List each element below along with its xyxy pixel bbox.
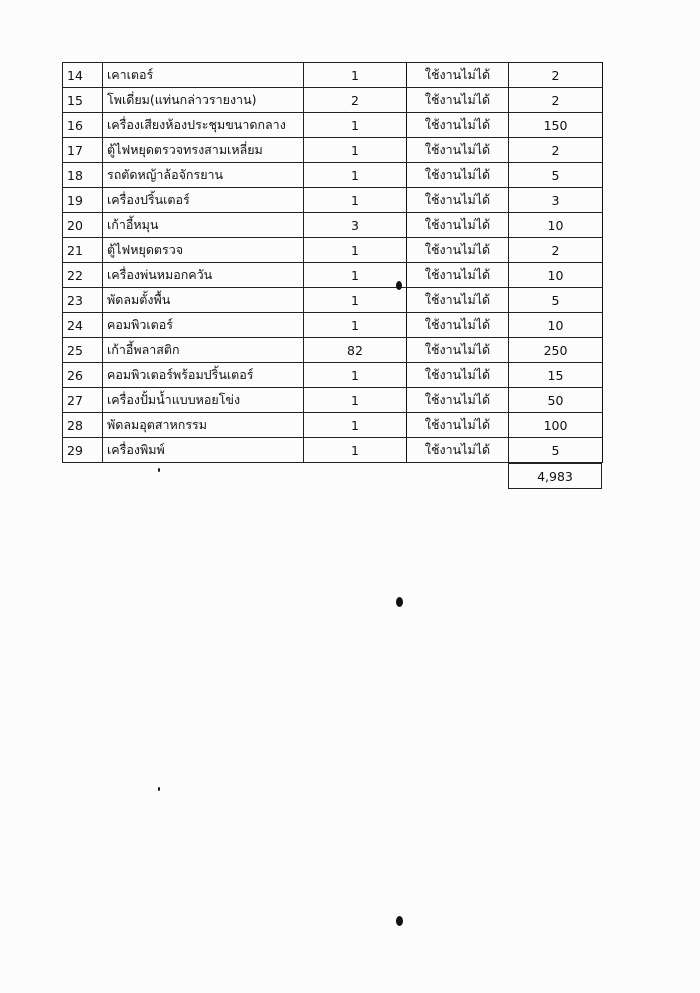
cell-qty: 1: [304, 413, 407, 438]
cell-status: ใช้งานไม่ได้: [407, 63, 509, 88]
scan-speck: [396, 281, 402, 290]
cell-no: 28: [63, 413, 103, 438]
table-row: [63, 63, 603, 88]
cell-name: ตู้ไฟหยุดตรวจ: [103, 238, 304, 263]
cell-qty: 1: [304, 138, 407, 163]
table-row: [63, 88, 603, 113]
table-row: [63, 388, 603, 413]
cell-no: 24: [63, 313, 103, 338]
scan-speck: [396, 916, 403, 926]
cell-value: 100: [509, 413, 603, 438]
cell-name: เก้าอี้หมุน: [103, 213, 304, 238]
cell-no: 14: [63, 63, 103, 88]
cell-name: ตู้ไฟหยุดตรวจทรงสามเหลี่ยม: [103, 138, 304, 163]
cell-no: 20: [63, 213, 103, 238]
cell-qty: 1: [304, 113, 407, 138]
cell-status: ใช้งานไม่ได้: [407, 113, 509, 138]
cell-no: 29: [63, 438, 103, 463]
cell-status: ใช้งานไม่ได้: [407, 388, 509, 413]
cell-status: ใช้งานไม่ได้: [407, 138, 509, 163]
cell-value: 50: [509, 388, 603, 413]
table-row: [63, 413, 603, 438]
cell-name: เครื่องพิมพ์: [103, 438, 304, 463]
cell-status: ใช้งานไม่ได้: [407, 213, 509, 238]
scan-speck: [158, 468, 160, 472]
cell-name: เก้าอี้พลาสติก: [103, 338, 304, 363]
cell-status: ใช้งานไม่ได้: [407, 313, 509, 338]
cell-status: ใช้งานไม่ได้: [407, 88, 509, 113]
cell-status: ใช้งานไม่ได้: [407, 188, 509, 213]
cell-status: ใช้งานไม่ได้: [407, 413, 509, 438]
cell-no: 16: [63, 113, 103, 138]
cell-qty: 1: [304, 238, 407, 263]
cell-no: 15: [63, 88, 103, 113]
cell-name: พัดลมอุตสาหกรรม: [103, 413, 304, 438]
inventory-table: [62, 62, 603, 463]
cell-no: 27: [63, 388, 103, 413]
cell-value: 250: [509, 338, 603, 363]
table-row: [63, 288, 603, 313]
cell-qty: 1: [304, 363, 407, 388]
cell-value: 10: [509, 213, 603, 238]
cell-qty: 1: [304, 263, 407, 288]
cell-name: คอมพิวเตอร์พร้อมปริ้นเตอร์: [103, 363, 304, 388]
cell-qty: 1: [304, 388, 407, 413]
cell-qty: 1: [304, 313, 407, 338]
cell-value: 10: [509, 313, 603, 338]
cell-no: 21: [63, 238, 103, 263]
cell-value: 2: [509, 88, 603, 113]
table-row: [63, 338, 603, 363]
cell-qty: 3: [304, 213, 407, 238]
cell-value: 5: [509, 288, 603, 313]
cell-name: เครื่องพ่นหมอกควัน: [103, 263, 304, 288]
cell-name: รถตัดหญ้าล้อจักรยาน: [103, 163, 304, 188]
cell-qty: 1: [304, 438, 407, 463]
cell-name: พัดลมตั้งพื้น: [103, 288, 304, 313]
cell-status: ใช้งานไม่ได้: [407, 238, 509, 263]
table-row: [63, 263, 603, 288]
cell-name: เครื่องเสียงห้องประชุมขนาดกลาง: [103, 113, 304, 138]
table-row: [63, 213, 603, 238]
cell-status: ใช้งานไม่ได้: [407, 363, 509, 388]
scan-speck: [396, 597, 403, 607]
cell-qty: 1: [304, 288, 407, 313]
cell-status: ใช้งานไม่ได้: [407, 263, 509, 288]
cell-name: เคาเตอร์: [103, 63, 304, 88]
table-row: [63, 188, 603, 213]
cell-name: คอมพิวเตอร์: [103, 313, 304, 338]
cell-value: 2: [509, 238, 603, 263]
table-row: [63, 113, 603, 138]
cell-qty: 1: [304, 63, 407, 88]
cell-status: ใช้งานไม่ได้: [407, 338, 509, 363]
inventory-table-body: [63, 63, 603, 463]
cell-value: 15: [509, 363, 603, 388]
cell-no: 26: [63, 363, 103, 388]
total-value: 4,983: [508, 463, 602, 489]
cell-value: 5: [509, 438, 603, 463]
table-row: [63, 238, 603, 263]
cell-qty: 82: [304, 338, 407, 363]
cell-value: 2: [509, 63, 603, 88]
table-row: [63, 138, 603, 163]
table-row: [63, 163, 603, 188]
cell-status: ใช้งานไม่ได้: [407, 288, 509, 313]
cell-no: 22: [63, 263, 103, 288]
cell-value: 150: [509, 113, 603, 138]
scan-speck: [158, 787, 160, 791]
cell-no: 19: [63, 188, 103, 213]
cell-qty: 2: [304, 88, 407, 113]
cell-name: เครื่องปั้มน้ำแบบหอยโข่ง: [103, 388, 304, 413]
cell-value: 2: [509, 138, 603, 163]
cell-name: เครื่องปริ้นเตอร์: [103, 188, 304, 213]
cell-qty: 1: [304, 163, 407, 188]
cell-value: 5: [509, 163, 603, 188]
table-row: [63, 363, 603, 388]
cell-status: ใช้งานไม่ได้: [407, 163, 509, 188]
cell-name: โพเดี่ยม(แท่นกล่าวรายงาน): [103, 88, 304, 113]
cell-no: 17: [63, 138, 103, 163]
cell-status: ใช้งานไม่ได้: [407, 438, 509, 463]
cell-no: 25: [63, 338, 103, 363]
table-row: [63, 313, 603, 338]
cell-no: 18: [63, 163, 103, 188]
cell-value: 10: [509, 263, 603, 288]
cell-qty: 1: [304, 188, 407, 213]
cell-no: 23: [63, 288, 103, 313]
cell-value: 3: [509, 188, 603, 213]
table-row: [63, 438, 603, 463]
